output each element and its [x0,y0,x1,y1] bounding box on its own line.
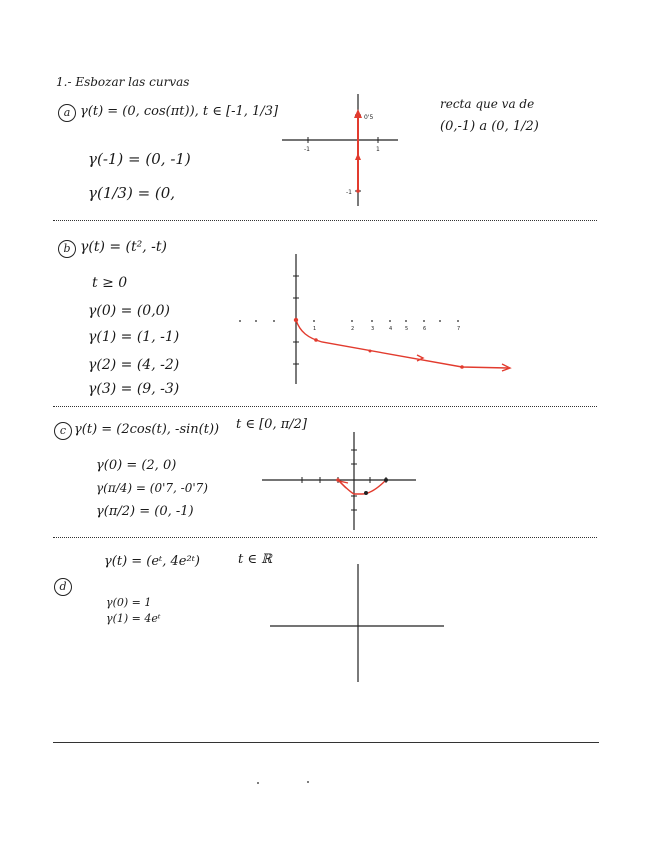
part-a-plot [270,88,410,210]
part-b-x-tick-label-4: 4 [389,326,393,332]
part-d-equation: γ(t) = (eᵗ, 4e²ᵗ) [104,554,200,569]
part-a-line-1: γ(-1) = (0, -1) [88,150,191,168]
part-a-x-label-left: -1 [304,146,310,153]
part-b-x-tick-label-5: 5 [405,326,409,332]
part-a-start-point [356,189,360,193]
part-a-equation: γ(t) = (0, cos(πt)), t ∈ [-1, 1/3] [80,104,279,119]
part-d-line-1: γ(0) = 1 [106,596,152,609]
part-b-x-tick-label-1: 1 [313,326,317,332]
part-b-point-t2 [369,350,372,353]
part-a-marker: a [58,104,76,122]
part-b-line-2: γ(0) = (0,0) [88,303,171,319]
part-c-line-2: γ(π/4) = (0'7, -0'7) [96,481,208,495]
part-c-point-t0 [384,478,388,482]
part-d-marker: d [54,578,72,596]
separator-b-c [53,406,597,407]
part-a-y-label-top: 0'5 [364,114,374,121]
separator-a-b [53,220,597,221]
part-c-domain: t ∈ [0, π/2] [236,417,307,432]
part-a-x-label-right: 1 [376,146,380,153]
part-b-point-t0 [294,318,298,322]
part-b-x-tick-label-2: 2 [351,326,355,332]
part-c-line-1: γ(0) = (2, 0) [96,458,177,473]
part-b-x-tick-label-3: 3 [371,326,375,332]
part-d-domain: t ∈ ℝ [238,552,272,567]
part-c-point-end [336,478,340,482]
part-b-x-tick-label-7: 7 [457,326,461,332]
part-d-plot [268,562,448,684]
part-b-marker: b [58,240,76,258]
part-b-line-4: γ(2) = (4, -2) [88,357,180,373]
separator-bottom [53,742,599,743]
part-b-line-1: t ≥ 0 [92,275,128,291]
part-a-arrowhead-top [354,109,362,118]
part-b-point-t1 [314,338,318,342]
part-b-x-tick-label-6: 6 [423,326,427,332]
stray-marks [250,778,320,788]
part-c-marker: c [54,422,72,440]
part-b-point-t3 [460,365,464,369]
part-b-curve [296,320,508,368]
part-c-plot [260,428,420,534]
separator-c-d [53,537,597,538]
part-a-y-label-bottom: -1 [346,189,352,196]
part-d-line-2: γ(1) = 4eᵗ [106,612,161,625]
part-c-line-3: γ(π/2) = (0, -1) [96,504,194,519]
part-b-line-3: γ(1) = (1, -1) [88,329,180,345]
part-c-point-tpi4 [364,491,368,495]
part-c-equation: γ(t) = (2cos(t), -sin(t)) [74,422,220,437]
part-b-equation: γ(t) = (t², -t) [80,239,167,255]
part-b-x-dots [239,320,459,322]
part-a-line-2: γ(1/3) = (0, [88,184,176,202]
part-a-arrowhead-mid [355,153,361,160]
part-a-note-line-2: (0,-1) a (0, 1/2) [440,119,539,134]
exercise-heading: 1.- Esbozar las curvas [56,75,190,89]
part-a-note-line-1: recta que va de [440,97,535,111]
part-b-line-5: γ(3) = (9, -3) [88,381,180,397]
part-b-plot [230,250,520,390]
